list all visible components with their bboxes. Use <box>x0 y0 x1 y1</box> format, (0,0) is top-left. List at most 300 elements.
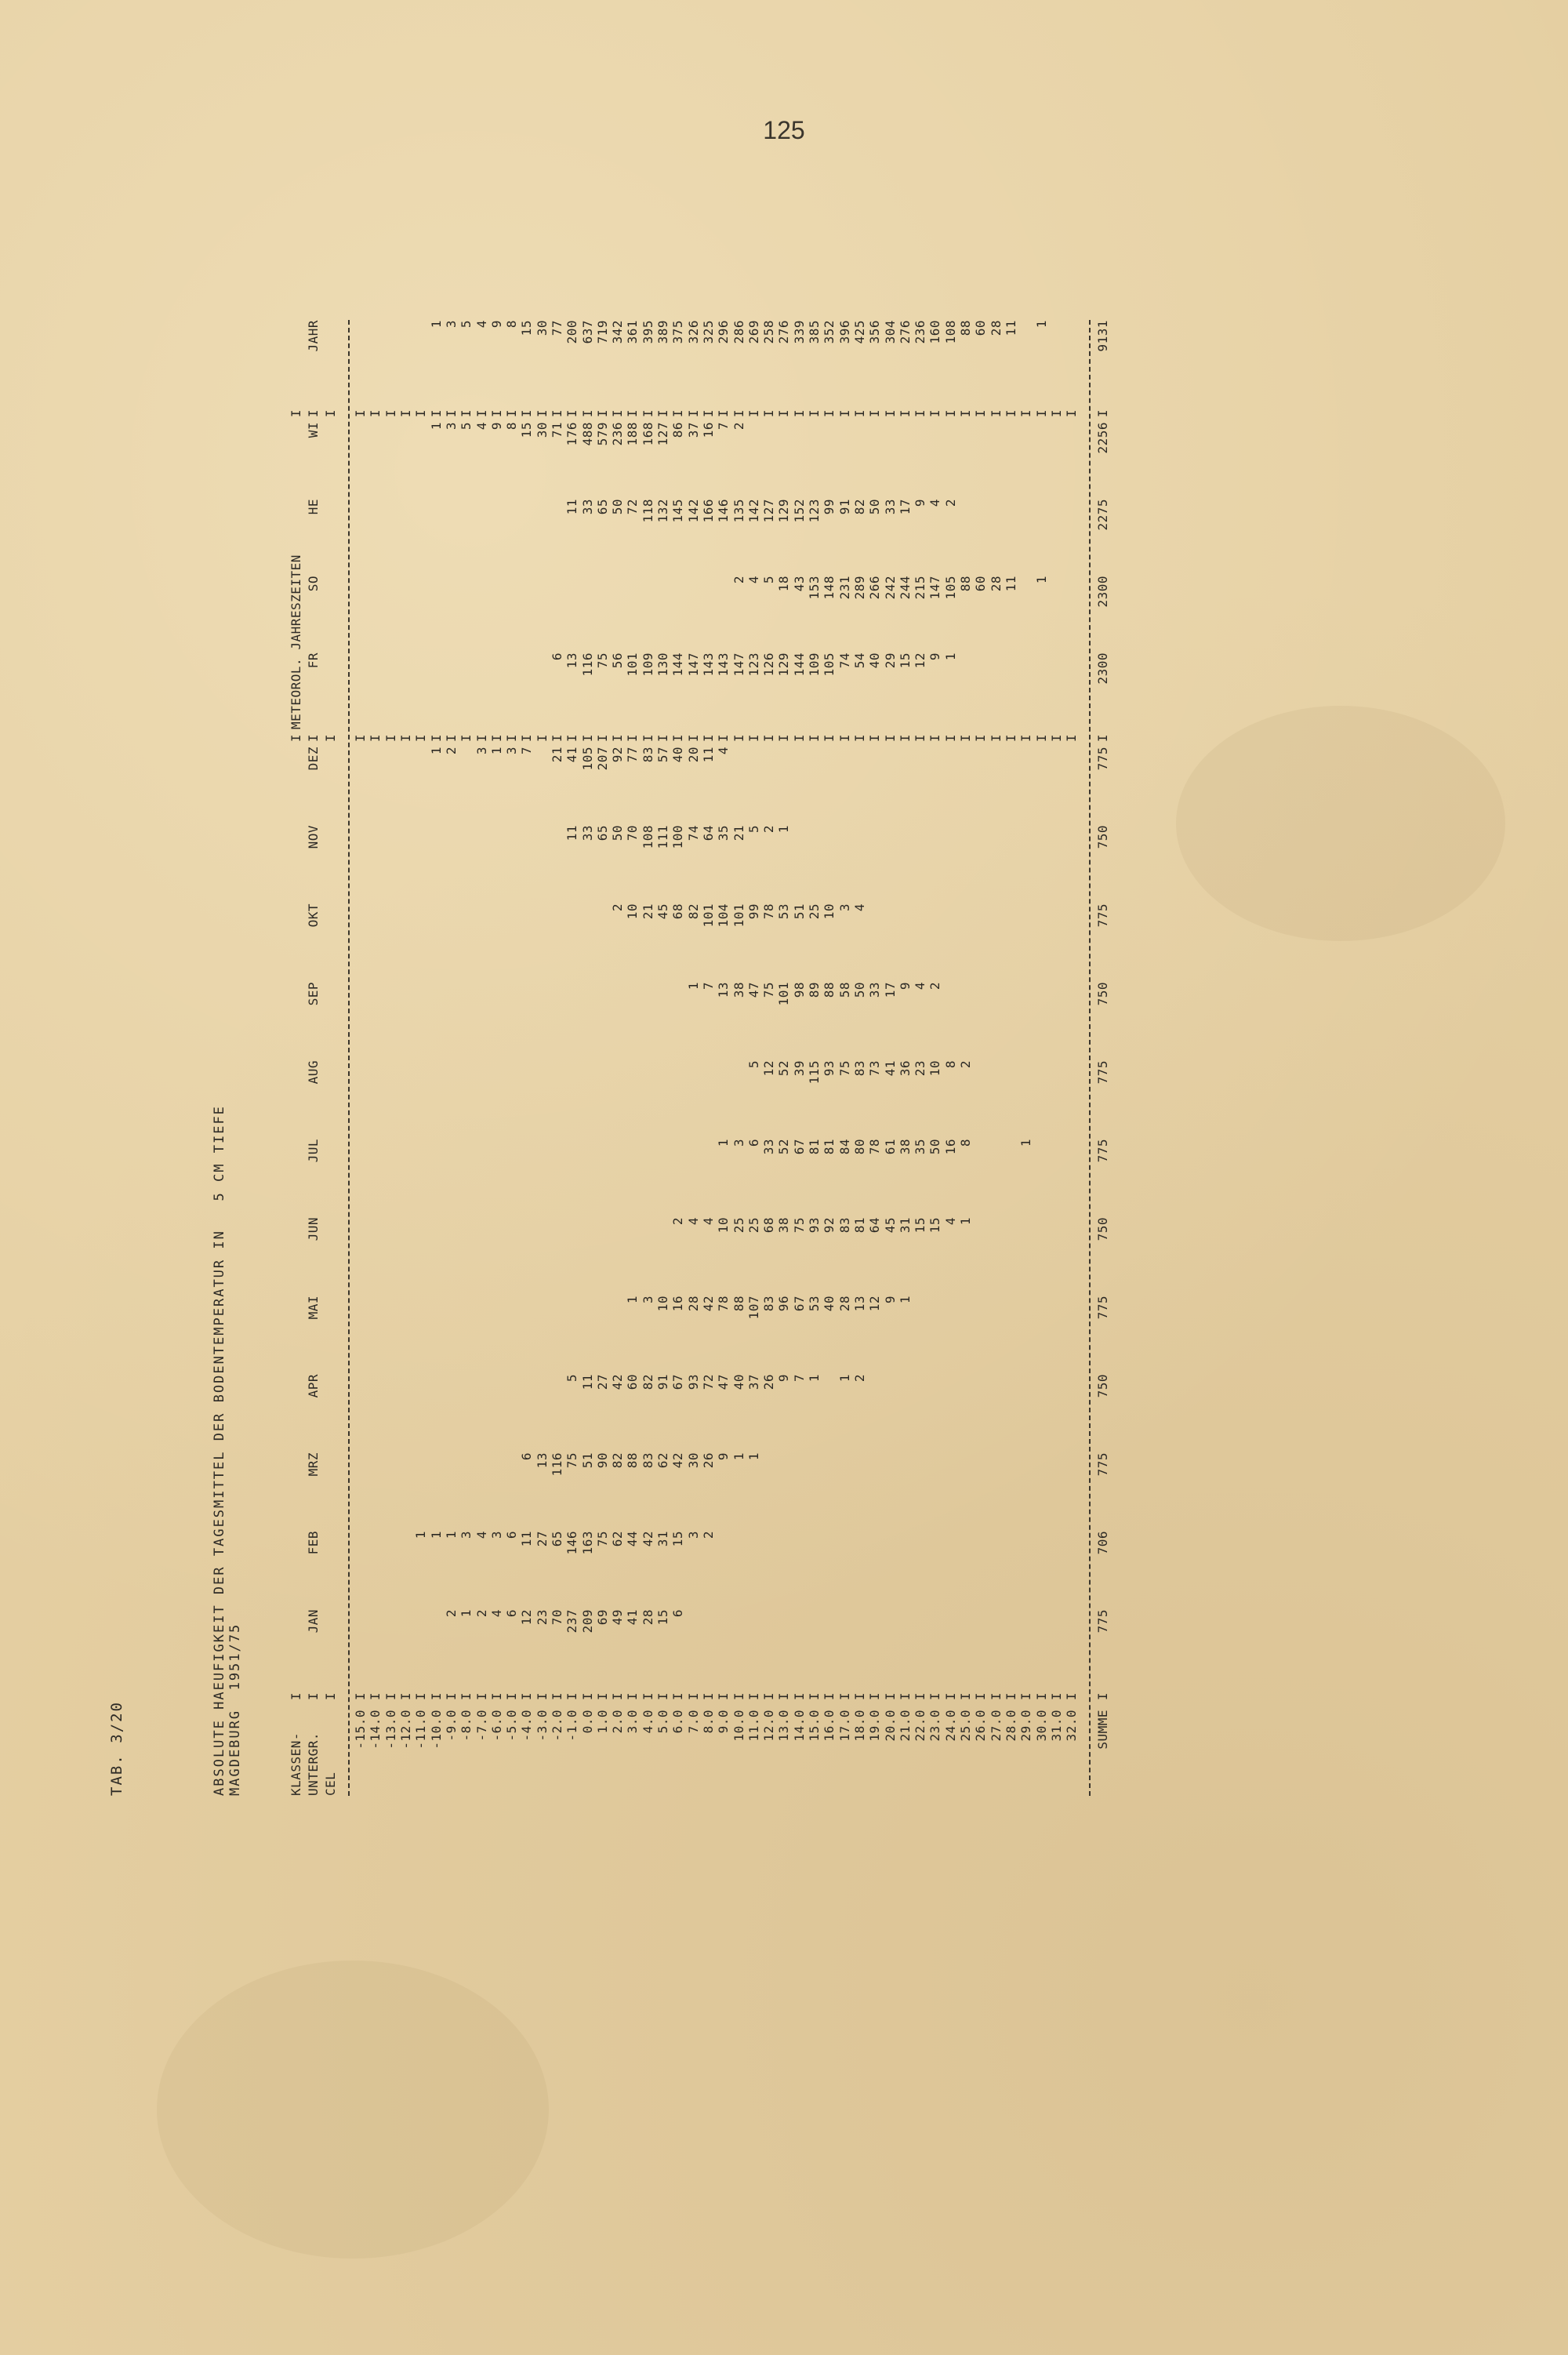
separator: I <box>1048 733 1064 743</box>
season-count <box>927 422 942 499</box>
month-count <box>882 1374 897 1452</box>
separator: I <box>746 1692 761 1701</box>
year-count: 276 <box>897 320 913 344</box>
month-count <box>579 1296 594 1374</box>
separator: I <box>306 1692 321 1701</box>
month-count <box>489 1374 504 1452</box>
month-count <box>413 1217 428 1296</box>
season-count: 9 <box>927 652 943 661</box>
month-count: 11 <box>564 825 580 841</box>
class-lower-bound: 7.0 <box>685 1710 701 1734</box>
month-count <box>867 1609 882 1688</box>
month-count <box>444 982 459 1060</box>
month-header: JUL <box>306 1139 321 1163</box>
month-count: 62 <box>655 1452 671 1469</box>
month-count <box>1064 1139 1079 1217</box>
month-count <box>837 1609 852 1688</box>
month-count: 3 <box>685 1531 701 1539</box>
month-count <box>1049 1374 1064 1452</box>
season-count <box>383 652 398 729</box>
table-row <box>822 320 837 1796</box>
table-row <box>383 320 398 1796</box>
month-count <box>489 1296 504 1374</box>
separator: I <box>655 409 671 418</box>
season-count <box>625 576 640 652</box>
separator: I <box>353 733 368 743</box>
class-lower-bound: 19.0 <box>867 1710 883 1742</box>
separator: I <box>1033 1692 1049 1701</box>
season-count <box>353 576 368 652</box>
season-count: 153 <box>807 576 822 600</box>
month-count <box>943 1609 958 1688</box>
separator: I <box>822 409 837 418</box>
month-count <box>428 1374 443 1452</box>
season-count <box>504 499 519 576</box>
table-row <box>973 320 988 1796</box>
rotated-page-content <box>86 0 1544 1796</box>
month-count <box>625 1139 640 1217</box>
month-count <box>1033 1217 1048 1296</box>
month-count <box>368 825 383 903</box>
table-row <box>655 320 670 1796</box>
season-count: 148 <box>822 576 837 600</box>
month-count <box>927 1609 942 1688</box>
separator: I <box>1064 733 1080 743</box>
month-count <box>701 1609 716 1688</box>
month-count <box>716 1531 731 1609</box>
month-count <box>428 1452 443 1531</box>
month-count: 3 <box>504 747 520 755</box>
separator: I <box>942 733 958 743</box>
season-count <box>353 652 368 729</box>
month-count <box>988 1296 1003 1374</box>
month-count: 31 <box>655 1531 671 1547</box>
season-count <box>413 499 428 576</box>
month-count <box>761 1452 776 1531</box>
month-count: 27 <box>594 1374 610 1390</box>
month-count <box>1018 903 1033 982</box>
separator: I <box>655 1692 671 1701</box>
month-count: 31 <box>897 1217 913 1234</box>
separator: I <box>1003 1692 1018 1701</box>
month-count <box>943 1374 958 1452</box>
month-count <box>822 1531 837 1609</box>
month-count: 27 <box>534 1531 550 1547</box>
month-count: 83 <box>851 1060 867 1077</box>
month-count <box>1018 747 1033 825</box>
month-count <box>913 1609 927 1688</box>
month-count: 10 <box>822 903 837 920</box>
separator: I <box>867 733 883 743</box>
year-count <box>353 320 368 405</box>
season-count <box>550 499 564 576</box>
month-count: 67 <box>670 1374 686 1390</box>
table-row <box>610 320 625 1796</box>
month-count <box>474 1060 488 1139</box>
season-count: 18 <box>776 576 792 592</box>
month-count <box>459 1296 474 1374</box>
separator: I <box>913 733 928 743</box>
season-group-header: METEOROL. JAHRESZEITEN <box>289 554 303 729</box>
month-count <box>988 1139 1003 1217</box>
month-count: 146 <box>564 1531 580 1555</box>
season-count: 109 <box>807 652 822 677</box>
month-count: 33 <box>761 1139 777 1155</box>
season-count <box>973 652 988 729</box>
separator: I <box>958 409 974 418</box>
month-count <box>444 903 459 982</box>
month-count <box>398 747 413 825</box>
month-count: 4 <box>700 1217 716 1226</box>
table-row <box>1049 320 1064 1796</box>
table-row <box>1018 320 1033 1796</box>
month-header: DEZ <box>306 747 321 771</box>
month-count: 1 <box>716 1139 731 1147</box>
summe-season: 2300 <box>1094 652 1110 685</box>
separator: I <box>323 733 338 743</box>
month-count: 90 <box>594 1452 610 1469</box>
month-count <box>943 1452 958 1531</box>
class-lower-bound: 16.0 <box>822 1710 837 1742</box>
year-count: 258 <box>761 320 777 344</box>
month-count <box>867 1374 882 1452</box>
season-count: 82 <box>851 499 867 515</box>
season-count: 579 <box>594 422 610 446</box>
year-count: 4 <box>474 320 489 329</box>
class-lower-bound: 30.0 <box>1033 1710 1049 1742</box>
month-count <box>550 1296 564 1374</box>
month-count <box>535 825 550 903</box>
month-count <box>459 1452 474 1531</box>
month-count: 101 <box>731 903 746 928</box>
month-count: 4 <box>851 903 867 912</box>
season-count: 143 <box>700 652 716 677</box>
month-count: 116 <box>550 1452 564 1477</box>
separator: I <box>1064 409 1080 418</box>
season-count: 143 <box>716 652 731 677</box>
month-count <box>353 1060 368 1139</box>
month-count <box>1004 903 1018 982</box>
month-count: 1 <box>837 1374 852 1383</box>
separator: I <box>700 733 716 743</box>
month-count <box>927 1452 942 1531</box>
month-count <box>913 1452 927 1531</box>
month-count: 6 <box>670 1609 686 1618</box>
month-count <box>1018 1217 1033 1296</box>
season-count: 126 <box>761 652 777 677</box>
month-count: 68 <box>670 903 686 920</box>
month-count: 3 <box>488 1531 504 1539</box>
separator: I <box>882 409 898 418</box>
season-count <box>368 576 383 652</box>
month-count <box>489 1139 504 1217</box>
month-count <box>822 747 837 825</box>
month-count <box>625 1060 640 1139</box>
summe-month: 775 <box>1094 1139 1110 1163</box>
season-count: 144 <box>670 652 686 677</box>
class-lower-bound: 15.0 <box>807 1710 822 1742</box>
class-lower-bound: -10.0 <box>428 1710 444 1750</box>
season-count <box>1064 499 1079 576</box>
month-count <box>368 1374 383 1452</box>
month-count <box>898 747 913 825</box>
month-count: 21 <box>640 903 655 920</box>
separator: I <box>428 733 444 743</box>
season-count <box>1049 652 1064 729</box>
season-count: 147 <box>685 652 701 677</box>
month-count <box>398 1531 413 1609</box>
month-count <box>943 982 958 1060</box>
month-count <box>519 825 534 903</box>
month-count: 41 <box>564 747 580 763</box>
separator: I <box>398 409 414 418</box>
season-count: 50 <box>610 499 626 515</box>
month-count <box>898 903 913 982</box>
month-count <box>641 1060 655 1139</box>
month-count: 4 <box>685 1217 701 1226</box>
month-count: 10 <box>716 1217 731 1234</box>
month-count: 83 <box>837 1217 852 1234</box>
season-count: 74 <box>837 652 852 669</box>
season-count <box>428 499 443 576</box>
month-count <box>383 982 398 1060</box>
class-lower-bound: 4.0 <box>640 1710 655 1734</box>
year-count <box>1049 320 1064 405</box>
season-header: FR <box>306 652 321 669</box>
separator: I <box>289 409 303 418</box>
month-count <box>1049 1531 1064 1609</box>
month-count <box>882 1452 897 1531</box>
month-count <box>792 825 807 903</box>
separator: I <box>913 1692 928 1701</box>
year-count: 304 <box>882 320 898 344</box>
header-row-3 <box>321 320 338 1796</box>
month-count <box>761 747 776 825</box>
klassen-header-line: CEL <box>323 1772 338 1796</box>
separator: I <box>716 733 731 743</box>
summe-month: 775 <box>1094 1296 1110 1320</box>
season-count: 3 <box>443 422 459 431</box>
month-header: SEP <box>306 982 321 1006</box>
month-count: 92 <box>822 1217 837 1234</box>
month-count: 75 <box>594 1531 610 1547</box>
month-count: 88 <box>625 1452 641 1469</box>
class-lower-bound: -13.0 <box>383 1710 398 1750</box>
month-count <box>1064 1531 1079 1609</box>
month-count <box>413 825 428 903</box>
class-lower-bound: 27.0 <box>988 1710 1004 1742</box>
month-count <box>822 1609 837 1688</box>
class-lower-bound: -12.0 <box>398 1710 414 1750</box>
month-count <box>822 1452 837 1531</box>
separator: I <box>594 1692 610 1701</box>
separator: I <box>837 1692 852 1701</box>
separator: I <box>323 409 338 418</box>
class-lower-bound: 28.0 <box>1003 1710 1018 1742</box>
separator: I <box>807 409 822 418</box>
month-count: 80 <box>851 1139 867 1155</box>
month-count <box>383 825 398 903</box>
month-count: 11 <box>700 747 716 763</box>
month-count: 5 <box>746 1060 761 1069</box>
month-count <box>353 1296 368 1374</box>
month-count: 9 <box>716 1452 731 1461</box>
month-count <box>867 1452 882 1531</box>
month-count <box>686 1139 701 1217</box>
month-count <box>898 1531 913 1609</box>
month-count: 41 <box>882 1060 898 1077</box>
month-count: 7 <box>519 747 535 755</box>
month-count: 67 <box>791 1296 807 1312</box>
month-count <box>579 903 594 982</box>
season-count: 33 <box>882 499 898 515</box>
month-count <box>988 1609 1003 1688</box>
month-count: 38 <box>776 1217 792 1234</box>
month-count <box>1064 1217 1079 1296</box>
year-count: 1 <box>428 320 444 329</box>
season-count <box>474 499 488 576</box>
separator: I <box>791 1692 807 1701</box>
year-count: 200 <box>564 320 580 344</box>
separator: I <box>761 733 777 743</box>
month-count: 23 <box>534 1609 550 1626</box>
month-count: 13 <box>851 1296 867 1312</box>
month-count <box>489 1452 504 1531</box>
month-count <box>519 1217 534 1296</box>
month-count: 2 <box>927 982 943 990</box>
season-count <box>535 576 550 652</box>
month-count: 8 <box>958 1139 974 1147</box>
season-count: 7 <box>716 422 731 431</box>
year-count: 361 <box>625 320 641 344</box>
month-count <box>1049 1139 1064 1217</box>
month-count <box>641 982 655 1060</box>
month-count <box>686 1609 701 1688</box>
table-row <box>882 320 897 1796</box>
separator: I <box>594 733 610 743</box>
summe-jahr: 9131 <box>1094 320 1110 352</box>
month-count <box>353 1217 368 1296</box>
class-lower-bound: 1.0 <box>594 1710 610 1734</box>
season-count <box>1033 652 1048 729</box>
season-count: 142 <box>746 499 761 523</box>
season-count: 5 <box>459 422 474 431</box>
season-count <box>489 499 504 576</box>
season-count <box>398 422 413 499</box>
season-count <box>958 422 973 499</box>
season-count <box>988 652 1003 729</box>
separator: I <box>1033 409 1049 418</box>
month-count: 65 <box>550 1531 564 1547</box>
separator: I <box>519 1692 535 1701</box>
month-count <box>792 1531 807 1609</box>
month-count: 89 <box>807 982 822 998</box>
separator: I <box>670 733 686 743</box>
month-count: 33 <box>867 982 883 998</box>
season-count <box>413 652 428 729</box>
year-count: 5 <box>459 320 474 329</box>
class-lower-bound: -3.0 <box>534 1710 550 1742</box>
season-count <box>444 576 459 652</box>
table-number: TAB. 3/20 <box>108 1701 125 1796</box>
month-count <box>444 825 459 903</box>
season-count <box>459 576 474 652</box>
month-count <box>973 1060 988 1139</box>
separator: I <box>519 409 535 418</box>
season-count <box>489 576 504 652</box>
season-count <box>822 422 837 499</box>
season-count <box>1033 499 1048 576</box>
month-count <box>1004 1452 1018 1531</box>
season-header: SO <box>306 576 321 592</box>
month-count <box>731 747 746 825</box>
summe-month: 750 <box>1094 1374 1110 1398</box>
year-count: 108 <box>942 320 958 344</box>
season-count: 11 <box>1003 576 1018 592</box>
month-count <box>353 903 368 982</box>
year-count: 425 <box>851 320 867 344</box>
separator: I <box>323 1692 338 1701</box>
season-count <box>1004 652 1018 729</box>
year-count: 637 <box>579 320 595 344</box>
month-count <box>807 1609 822 1688</box>
month-count <box>852 825 867 903</box>
table-row <box>1004 320 1018 1796</box>
separator: I <box>488 409 504 418</box>
month-header: JAN <box>306 1609 321 1634</box>
month-count <box>973 1374 988 1452</box>
month-count <box>474 903 488 982</box>
month-count <box>1064 903 1079 982</box>
month-count <box>383 1296 398 1374</box>
month-count: 12 <box>761 1060 777 1077</box>
month-count <box>383 1139 398 1217</box>
month-count: 25 <box>731 1217 746 1234</box>
month-count <box>428 903 443 982</box>
month-count: 1 <box>807 1374 822 1383</box>
month-count: 69 <box>594 1609 610 1626</box>
class-lower-bound: 3.0 <box>625 1710 641 1734</box>
month-count <box>398 1374 413 1452</box>
year-count: 375 <box>670 320 686 344</box>
class-lower-bound: 26.0 <box>973 1710 989 1742</box>
month-header: OKT <box>306 903 321 928</box>
month-count <box>988 825 1003 903</box>
season-count: 12 <box>913 652 928 669</box>
season-count <box>535 499 550 576</box>
month-count: 2 <box>958 1060 974 1069</box>
table-row <box>459 320 474 1796</box>
month-count: 96 <box>776 1296 792 1312</box>
month-count <box>1049 982 1064 1060</box>
month-count: 50 <box>851 982 867 998</box>
month-count <box>807 1531 822 1609</box>
separator: I <box>398 1692 414 1701</box>
month-count: 88 <box>731 1296 746 1312</box>
season-count <box>837 422 852 499</box>
month-count <box>579 1139 594 1217</box>
separator: I <box>610 733 626 743</box>
season-count: 2 <box>731 422 746 431</box>
separator: I <box>610 409 626 418</box>
table-row <box>564 320 579 1796</box>
month-count <box>1004 825 1018 903</box>
month-count: 33 <box>579 825 595 841</box>
month-count: 53 <box>776 903 792 920</box>
season-count: 43 <box>791 576 807 592</box>
month-count: 77 <box>625 747 641 763</box>
month-count: 1 <box>459 1609 474 1618</box>
